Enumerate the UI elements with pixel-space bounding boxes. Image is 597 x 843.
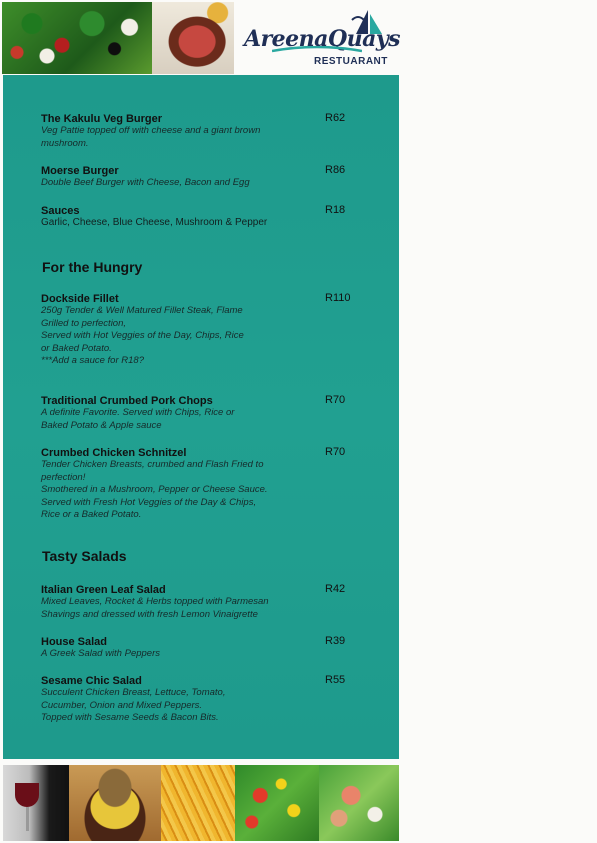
desc-line: Shavings and dressed with fresh Lemon Vinaigrette: [41, 608, 258, 620]
desc-line: Cucumber, Onion and Mixed Peppers.: [41, 699, 203, 711]
section-title-salads: Tasty Salads: [42, 548, 127, 564]
item-price: R70: [325, 394, 346, 406]
item-description: [41, 648, 311, 661]
header-food-photos: [2, 2, 234, 74]
item-name: House Salad: [41, 636, 108, 648]
wine-glass-icon: [15, 783, 39, 807]
item-name: Traditional Crumbed Pork Chops: [41, 395, 213, 407]
desc-line: Succulent Chicken Breast, Lettuce, Tomato,: [41, 687, 226, 698]
item-description: [41, 125, 311, 150]
desc-line: Served with Fresh Hot Veggies of the Day & Chips,: [41, 496, 257, 508]
desc-line: A definite Favorite. Served with Chips, Rice or: [41, 407, 235, 418]
desc-line: A Greek Salad with Peppers: [41, 648, 160, 659]
item-name: Sesame Chic Salad: [41, 675, 142, 687]
item-description: [41, 305, 311, 368]
item-price: R42: [325, 583, 346, 595]
glass-stem: [26, 807, 29, 831]
item-price: R62: [325, 112, 346, 124]
salad-photo-2: [235, 765, 319, 841]
desc-line: Served with Hot Veggies of the Day, Chips, Rice: [41, 330, 244, 341]
desc-line: Topped with Sesame Seeds & Bacon Bits.: [41, 712, 219, 723]
desc-line: Baked Potato & Apple sauce: [41, 419, 162, 431]
desc-line: Rice or a Baked Potato.: [41, 509, 142, 520]
desc-line: Smothered in a Mushroom, Pepper or Cheese Sauce.: [41, 484, 268, 495]
item-price: R55: [325, 674, 346, 686]
salad-photo-3: [319, 765, 399, 841]
item-price: R18: [325, 204, 346, 216]
steak-photo: [152, 2, 234, 74]
desc-line: or Baked Potato.: [41, 342, 112, 354]
item-name: Moerse Burger: [41, 165, 119, 177]
chips-photo: [161, 765, 235, 841]
section-title-hungry: For the Hungry: [42, 259, 143, 275]
item-name: Dockside Fillet: [41, 293, 119, 305]
item-price: R70: [325, 446, 346, 458]
desc-line: Veg Pattie topped off with cheese and a giant brown: [41, 125, 261, 136]
desc-line: 250g Tender & Well Matured Fillet Steak, Flame: [41, 305, 243, 316]
item-name: The Kakulu Veg Burger: [41, 113, 163, 125]
footer-food-photos: [3, 765, 399, 841]
logo-wordmark: AreenaQuays: [244, 26, 400, 52]
desc-line: perfection!: [41, 471, 86, 483]
salad-photo: [2, 2, 152, 74]
item-description: [41, 177, 311, 190]
burger-photo: [69, 765, 161, 841]
item-description: [41, 596, 311, 621]
wine-glass-photo: [3, 765, 69, 841]
desc-line: Grilled to perfection,: [41, 317, 127, 329]
desc-line: Mixed Leaves, Rocket & Herbs topped with Parmesan: [41, 596, 269, 607]
desc-line: Garlic, Cheese, Blue Cheese, Mushroom & Pepper: [41, 217, 268, 228]
menu-panel: [3, 75, 399, 759]
desc-line: Double Beef Burger with Cheese, Bacon and Egg: [41, 177, 250, 188]
item-name: Italian Green Leaf Salad: [41, 584, 166, 596]
desc-line: mushroom.: [41, 137, 89, 149]
item-name: Sauces: [41, 205, 80, 217]
item-price: R39: [325, 635, 346, 647]
item-description: [41, 687, 311, 725]
logo-swoosh: [272, 46, 362, 54]
item-description: [41, 459, 311, 522]
desc-line: ***Add a sauce for R18?: [41, 355, 144, 366]
desc-line: Tender Chicken Breasts, crumbed and Flash Fried to: [41, 459, 264, 470]
item-price: R110: [325, 292, 351, 304]
item-description: [41, 407, 311, 432]
item-description: [41, 217, 311, 230]
logo-subtitle: RESTUARANT: [314, 56, 388, 67]
item-price: R86: [325, 164, 346, 176]
restaurant-logo: [244, 8, 400, 70]
item-name: Crumbed Chicken Schnitzel: [41, 447, 187, 459]
